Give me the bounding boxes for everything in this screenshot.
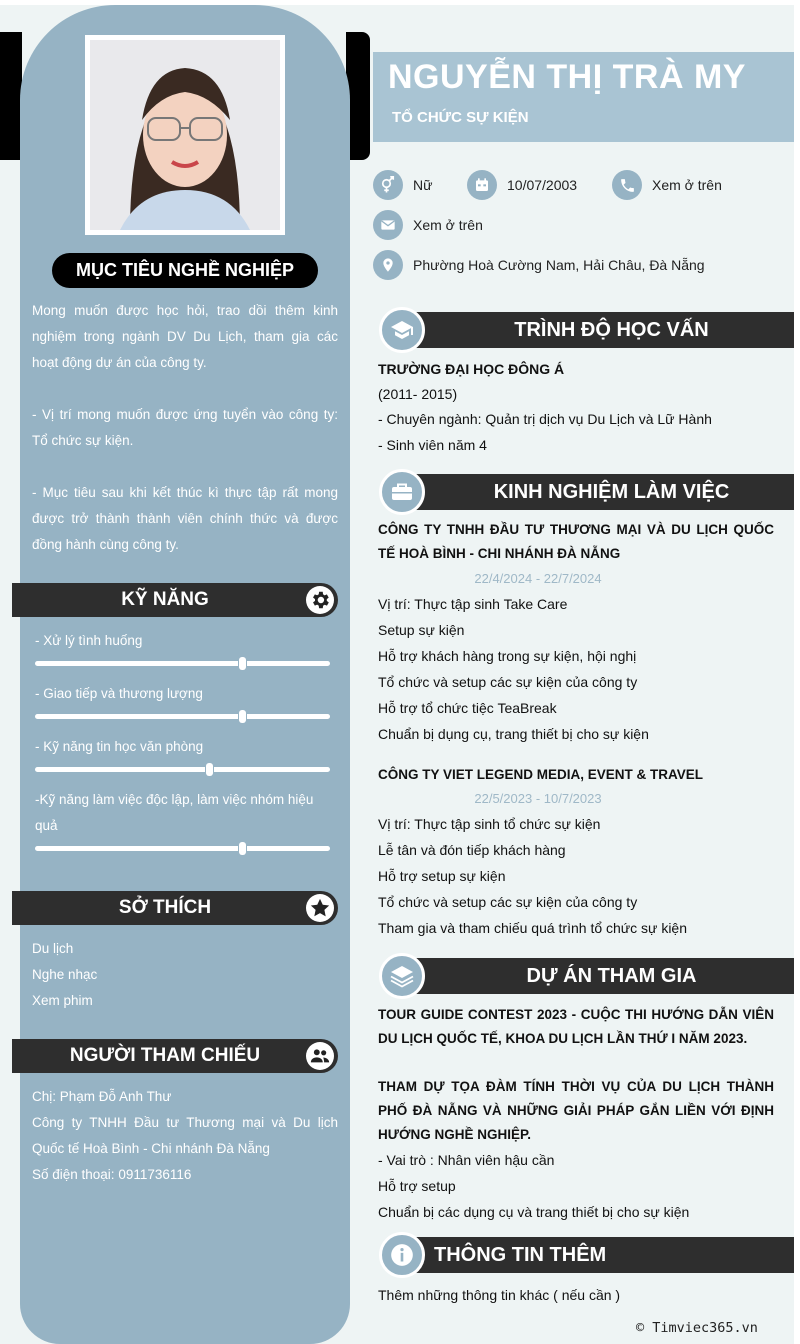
project-line: - Vai trò : Nhân viên hậu cần [378,1152,555,1168]
job-company: CÔNG TY VIET LEGEND MEDIA, EVENT & TRAVEL [378,767,704,782]
gender-info [373,170,432,200]
projects-heading [379,953,794,999]
info-icon [379,1232,425,1278]
job-line: Tổ chức và setup các sự kiện của công ty [378,674,638,690]
phone-value: Xem ở trên [652,177,722,193]
skills-heading [12,583,338,617]
school-name-text: TRƯỜNG ĐẠI HỌC ĐÔNG Á [378,361,565,377]
portrait-image [90,40,280,230]
job-line: Lễ tân và đón tiếp khách hàng [378,842,566,858]
address-info [373,250,705,280]
experience-title: KINH NGHIỆM LÀM VIỆC [399,474,794,510]
reference-company: Công ty TNHH Đầu tư Thương mại và Du lịch Quốc tế Hoà Bình - Chi nhánh Đà Nẵng [32,1115,338,1156]
decor-bar-left [0,32,22,160]
dob-value: 10/07/2003 [507,177,578,193]
star-icon [306,894,334,922]
project-line: Hỗ trợ setup [378,1178,456,1194]
objective-paragraph-3: - Mục tiêu sau khi kết thúc kì thực tập rất mong được trở thành thành viên chính thức và được đồng hành cùng công ty. [32,485,338,552]
phone-info [612,170,722,200]
reference-name: Chị: Phạm Đỗ Anh Thư [32,1089,172,1104]
skill-bar [35,661,330,666]
job-line: Setup sự kiện [378,622,465,638]
gear-icon [306,586,334,614]
education-major: - Chuyên ngành: Quản trị dịch vụ Du Lịch và Lữ Hành [378,411,712,427]
objective-paragraph-2: - Vị trí mong muốn được ứng tuyển vào công ty: Tổ chức sự kiện. [32,407,338,448]
graduation-cap-icon [379,307,425,353]
layers-icon [379,953,425,999]
job-company: CÔNG TY TNHH ĐẦU TƯ THƯƠNG MẠI VÀ DU LỊCH QUỐC TẾ HOÀ BÌNH - CHI NHÁNH ĐÀ NẴNG [378,522,774,561]
job-dates: 22/5/2023 - 10/7/2023 [474,791,602,806]
email-value: Xem ở trên [413,217,483,233]
experience-heading [379,469,794,515]
hobby-item: Du lịch [32,941,74,956]
address-value: Phường Hoà Cường Nam, Hải Châu, Đà Nẵng [413,257,705,273]
skill-bar-knob[interactable] [239,710,246,723]
reference-phone: Số điện thoại: 0911736116 [32,1167,192,1182]
skill-label: - Giao tiếp và thương lượng [35,686,203,701]
people-icon [306,1042,334,1070]
job-title: TỔ CHỨC SỰ KIỆN [392,109,529,126]
project-line: Chuẩn bị các dụng cụ và trang thiết bị cho sự kiện [378,1204,690,1220]
skill-label: - Xử lý tình huống [35,633,143,648]
projects-title: DỰ ÁN THAM GIA [399,958,794,994]
education-heading [379,307,794,353]
profile-photo [85,35,285,235]
extra-heading [379,1232,794,1278]
project-item: TOUR GUIDE CONTEST 2023 - CUỘC THI HƯỚNG DẪN VIÊN DU LỊCH QUỐC TẾ, KHOA DU LỊCH LẦN THỨ I NĂM 2023. [378,1007,774,1046]
job-line: Tổ chức và setup các sự kiện của công ty [378,894,638,910]
dob-info [467,170,577,200]
extra-text: Thêm những thông tin khác ( nếu cần ) [378,1287,621,1303]
job-line: Hỗ trợ setup sự kiện [378,868,506,884]
calendar-icon [467,170,497,200]
objective-paragraph-1: Mong muốn được học hỏi, trao dồi thêm kinh nghiệm trong ngành DV Du Lịch, tham gia các hoạt động dự án của công ty. [32,303,338,370]
education-years: (2011- 2015) [378,386,458,402]
reference-heading [12,1039,338,1073]
email-icon [373,210,403,240]
location-pin-icon [373,250,403,280]
job-line: Hỗ trợ tổ chức tiệc TeaBreak [378,700,557,716]
hobbies-heading-label: SỞ THÍCH [118,897,212,918]
job-line: Vị trí: Thực tập sinh tổ chức sự kiện [378,816,601,832]
school-name [378,356,774,382]
extra-title: THÔNG TIN THÊM [399,1237,794,1273]
skill-label: - Kỹ năng tin học văn phòng [35,739,204,754]
reference-heading-label: NGƯỜI THAM CHIẾU [69,1045,261,1066]
hobby-item: Nghe nhạc [32,967,98,982]
skill-bar [35,846,330,851]
job-dates: 22/4/2024 - 22/7/2024 [474,571,602,586]
full-name: NGUYỄN THỊ TRÀ MY [388,58,746,96]
skill-bar [35,714,330,719]
job-line: Tham gia và tham chiếu quá trình tổ chức sự kiện [378,920,688,936]
education-title: TRÌNH ĐỘ HỌC VẤN [399,312,794,348]
gender-value: Nữ [413,177,433,193]
skill-bar-knob[interactable] [239,657,246,670]
skill-label: -Kỹ năng làm việc độc lập, làm việc nhóm hiệu quả [35,792,314,833]
job-line: Vị trí: Thực tập sinh Take Care [378,596,568,612]
hobby-item: Xem phim [32,993,93,1008]
job-line: Chuẩn bị dụng cụ, trang thiết bị cho sự kiện [378,726,649,742]
project-item: THAM DỰ TỌA ĐÀM TÍNH THỜI VỤ CỦA DU LỊCH THÀNH PHỐ ĐÀ NẴNG VÀ NHỮNG GIẢI PHÁP GẮN LIỀN VỚI ĐỊNH HƯỚNG NGHỀ NGHIỆP. [378,1079,774,1142]
briefcase-icon [379,469,425,515]
skill-bar-knob[interactable] [206,763,213,776]
job-line: Hỗ trợ khách hàng trong sự kiện, hội nghị [378,648,637,664]
skill-bar-knob[interactable] [239,842,246,855]
footer-copyright[interactable]: © Timviec365.vn [636,1320,758,1336]
education-level: - Sinh viên năm 4 [378,437,487,453]
phone-icon [612,170,642,200]
skill-bar [35,767,330,772]
gender-icon [373,170,403,200]
email-info [373,210,483,240]
objective-heading: MỤC TIÊU NGHỀ NGHIỆP [52,253,318,288]
hobbies-heading [12,891,338,925]
skills-heading-label: KỸ NĂNG [121,589,209,610]
